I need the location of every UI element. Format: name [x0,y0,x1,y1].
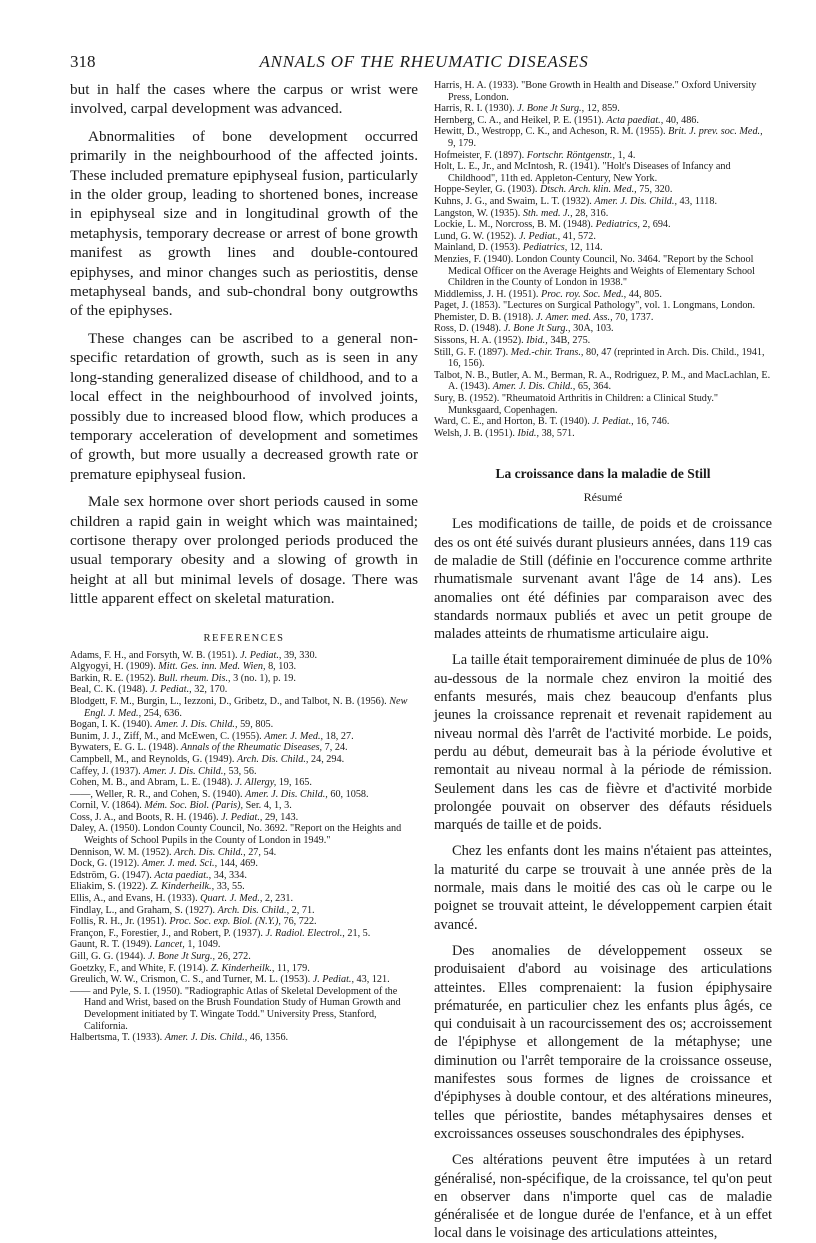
reference-authors: Gaunt, R. T. (1949). [70,939,152,951]
reference-item [434,150,772,162]
reference-authors: Menzies, F. (1940). London County Council, No. 3464. "Report by the School Medical Officer on the Average Heights and Weights of Elementary School Children in the County of London in 1938." [434,253,755,289]
reference-journal: Mém. Soc. Biol. (Paris), [144,800,244,812]
reference-item [434,219,772,231]
reference-list [434,80,772,439]
reference-authors: Eliakim, S. (1922). [70,881,148,893]
reference-item [70,719,418,731]
reference-item [434,323,772,335]
body-paragraph: These changes can be ascribed to a general non-specific retardation of growth, such as is seen in any long-standing generalized disease of childhood, and to a local effect in the neighbourhood of involved joints, possibly due to increased blood flow, which produces a temporary acceleration of development and sometimes of growth, but more usually a decreased growth rate or premature epiphyseal fusion. [70,329,418,483]
reference-volume: 53, 56. [228,765,257,777]
reference-journal: Z. Kinderheilk., [150,881,215,893]
reference-volume: 16, 746. [636,416,670,428]
reference-authors: ——, Weller, R. R., and Cohen, S. (1940). [70,788,243,800]
reference-volume: 254, 636. [143,707,182,719]
reference-authors: Lund, G. W. (1952). [434,230,517,242]
reference-item [434,347,772,370]
reference-authors: Cornil, V. (1864). [70,800,142,812]
reference-journal: Pediatrics, [595,219,640,231]
left-column [70,80,418,1044]
reference-volume: 39, 330. [283,649,318,661]
reference-journal: Mitt. Ges. inn. Med. Wien, [158,661,266,673]
french-summary [434,515,772,1242]
reference-volume: 38, 571. [541,427,575,439]
reference-item [70,673,418,685]
reference-authors: Bywaters, E. G. L. (1948). [70,742,179,754]
reference-item [70,928,418,940]
reference-journal: Ibid., [517,427,540,439]
summary-paragraph: Chez les enfants dont les mains n'étaient pas atteintes, la maturité du carpe se trouvait à une année près de la normale, mais dans le moitié des cas où le carpe ou le poignet se trouvait atteint, le développement carpien était avancé. [434,843,772,933]
reference-journal: J. Bone Jt Surg., [503,323,571,335]
reference-authors: Hernberg, C. A., and Heikel, P. E. (1951). [434,114,604,126]
reference-journal: Arch. Dis. Child., [174,846,246,858]
reference-item [70,742,418,754]
reference-journal: J. Pediat., [312,974,354,986]
reference-authors: Kuhns, J. G., and Swaim, L. T. (1932). [434,195,592,207]
reference-volume: 65, 364. [577,381,612,393]
reference-journal: Arch. Dis. Child., [217,904,290,916]
reference-journal: J. Pediat., [240,649,282,661]
reference-item [70,881,418,893]
reference-item [434,126,772,149]
reference-volume: 44, 805. [628,288,662,300]
reference-authors: Harris, H. A. (1933). "Bone Growth in Health and Disease." Oxford University Press, London. [434,80,757,103]
reference-authors: Lockie, L. M., Norcross, B. M. (1948). [434,219,594,231]
reference-item [70,789,418,801]
reference-item [434,254,772,289]
reference-journal: Brit. J. prev. soc. Med., [668,126,763,138]
reference-item [70,939,418,951]
reference-volume: 43, 1118. [679,195,717,207]
reference-authors: Talbot, N. B., Butler, A. M., Berman, R. A., Rodriguez, P. M., and MacLachlan, E. A. (1943). [434,369,771,393]
reference-item [70,650,418,662]
reference-journal: J. Bone Jt Surg., [517,103,585,115]
reference-authors: Daley, A. (1950). London County Council, No. 3692. "Report on the Heights and Weights of School Pupils in the County of London in 1949." [70,823,402,847]
reference-item [434,115,772,127]
reference-volume: 29, 143. [265,811,299,823]
reference-journal: J. Radiol. Electrol., [265,927,345,939]
reference-item [70,731,418,743]
reference-volume: 7, 24. [324,742,348,754]
reference-journal: J. Pediat., [150,684,192,696]
reference-journal: J. Allergy, [235,777,277,789]
references-heading: REFERENCES [203,632,285,644]
reference-authors: Hoppe-Seyler, G. (1903). [434,184,538,196]
reference-journal: Pediatrics, [522,242,568,254]
reference-item [70,963,418,975]
reference-volume: 30A, 103. [573,323,614,335]
reference-journal: J. Pediat., [221,811,263,823]
reference-authors: Goetzky, F., and White, F. (1914). [70,962,209,974]
reference-journal: J. Bone Jt Surg., [148,951,216,962]
reference-item [70,893,418,905]
reference-item [434,335,772,347]
reference-authors: Bogan, I. K. (1940). [70,719,153,731]
reference-journal: Ibid., [526,335,548,347]
reference-journal: Amer. J. Dis. Child., [154,719,238,731]
reference-item [434,242,772,254]
reference-volume: 1, 4. [617,149,636,161]
reference-item [434,370,772,393]
reference-journal: Bull. rheum. Dis., [158,672,231,684]
reference-journal: Amer. J. Dis. Child., [143,765,226,777]
reference-item [70,754,418,766]
reference-journal: Lancet, [154,939,185,951]
reference-item [434,161,772,184]
journal-title: ANNALS OF THE RHEUMATIC DISEASES [259,52,589,71]
reference-authors: Ross, D. (1948). [434,323,502,335]
reference-item [70,870,418,882]
reference-authors: Françon, F., Forestier, J., and Robert, P. (1937). [70,927,263,939]
reference-journal: Amer. J. Dis. Child., [164,1032,248,1044]
reference-volume: 18, 27. [325,730,354,742]
reference-authors: Dennison, W. M. (1952). [70,846,172,858]
reference-authors: Barkin, R. E. (1952). [70,672,156,684]
reference-journal: Proc. roy. Soc. Med., [540,288,627,300]
reference-journal: Z. Kinderheilk., [210,962,275,974]
reference-journal: Proc. Soc. exp. Biol. (N.Y.), [169,916,281,928]
reference-volume: 9, 179. [448,137,477,149]
reference-authors: Holt, L. E., Jr., and McIntosh, R. (1941). "Holt's Diseases of Infancy and Childhood", 11th ed. Appleton-Century, New York. [434,161,731,184]
body-paragraph: Abnormalities of bone development occurred primarily in the neighbourhood of the affected joints. These included premature epiphyseal fusion, particularly in the older group, leading to shortened bones, increase in epiphyseal size and in longitudinal growth of the metaphysis, temporary decrease or arrest of bone growth manifest as growth lines and double-contoured epiphyses, and minor changes such as periostitis, dense metaphyseal bands, and sub-chondral bony outgrowths of the epiphyses. [70,127,418,320]
reference-authors: Follis, R. H., Jr. (1951). [70,916,167,928]
reference-authors: Middlemiss, J. H. (1951). [434,288,539,300]
reference-volume: 59, 805. [240,719,274,731]
reference-journal: Arch. Dis. Child., [236,753,309,765]
reference-authors: Beal, C. K. (1948). [70,684,148,696]
reference-item [70,905,418,917]
reference-authors: Gill, G. G. (1944). [70,951,146,962]
reference-authors: Sury, B. (1952). "Rheumatoid Arthritis in Children: a Clinical Study." Munksgaard, Copenhagen. [434,393,719,416]
reference-authors: Hewitt, D., Westropp, C. K., and Acheson, R. M. (1955). [434,126,666,138]
summary-paragraph: Les modifications de taille, de poids et de croissance des os ont été suivés durant plusieurs années, dans 119 cas de maladie de Still (définie en l'occurence comme arthrite rhumatismale survenant avant l'âge de 14 ans). Les anomalies ont été définies par comparaison avec des standards normaux publiés et avec un petit groupe de malades atteints de rhumatisme articulaire aigu. [434,516,772,643]
reference-item [70,916,418,928]
reference-volume: 70, 1737. [615,311,654,323]
reference-item [70,858,418,870]
reference-item [70,823,418,846]
reference-item [434,300,772,312]
reference-item [434,103,772,115]
reference-authors: Ellis, A., and Evans, H. (1933). [70,893,198,905]
reference-volume: 2, 231. [264,893,293,905]
body-text [70,80,418,609]
reference-item [434,428,772,440]
reference-item [70,777,418,789]
reference-volume: 34B, 275. [550,335,591,347]
reference-authors: Adams, F. H., and Forsyth, W. B. (1951). [70,649,238,661]
reference-item [434,416,772,428]
reference-item [434,312,772,324]
reference-volume: 12, 114. [569,242,603,254]
reference-item [70,974,418,986]
reference-volume: 34, 334. [213,869,247,881]
reference-authors: Cohen, M. B., and Abram, L. E. (1948). [70,777,233,789]
summary-paragraph: Des anomalies de développement osseux se produisaient d'abord au voisinage des articulations atteintes. Elles comprenaient: la fusion épiphysaire prématurée, en particulier chez les enfants plus âgés, ce qui conduisait à un racourcissement des os; accroissement de l'épiphyse et allongement de la métaphyse; une diminution ou l'arrêt temporaire de la croissance osseuse, manifestes sous formes de lignes de croissance et d'épiphyses à double contour, et des altérations mineures, telles que périostite, bandes métaphysaires denses et excroissances osseuses souschondrales des épiphyses. [434,942,772,1142]
page-header [70,52,738,82]
reference-journal: J. Amer. med. Ass., [536,311,613,323]
reference-volume: 43, 121. [356,974,390,986]
reference-item [434,208,772,220]
reference-item [70,661,418,673]
reference-authors: Harris, R. I. (1930). [434,103,515,115]
reference-journal: Amer. J. Dis. Child., [492,381,576,393]
reference-journal: Annals of the Rheumatic Diseases, [180,742,323,754]
summary-paragraph: Ces altérations peuvent être imputées à un retard généralisé, non-spécifique, de la croissance, tel qu'on peut en observer dans n'importe quel cas de maladie généralisée et de longue durée de l'enfance, et à un effet local dans le voisinage des articulations atteintes, [434,1152,772,1242]
reference-volume: 19, 165. [278,777,312,789]
reference-journal: Amer. J. med. Sci., [141,858,218,870]
reference-item [70,766,418,778]
section-subtitle: Résumé [583,490,623,505]
reference-item [70,800,418,812]
reference-volume: 28, 316. [575,207,609,219]
reference-volume: 8, 103. [268,661,297,673]
reference-item [70,812,418,824]
reference-volume: 12, 859. [586,103,620,115]
reference-item [434,231,772,243]
reference-item [434,393,772,416]
reference-volume: 2, 694. [642,219,671,231]
reference-volume: 26, 272. [217,951,251,962]
reference-volume: 3 (no. 1), p. 19. [233,672,296,684]
reference-authors: Greulich, W. W., Crismon, C. S., and Turner, M. L. (1953). [70,974,311,986]
reference-journal: Amer. J. Dis. Child., [594,195,677,207]
reference-volume: 60, 1058. [330,788,369,800]
reference-authors: Still, G. F. (1897). [434,346,509,358]
reference-authors: Sissons, H. A. (1952). [434,335,524,347]
reference-item [70,986,418,1032]
reference-journal: J. Pediat., [592,416,634,428]
right-column [434,80,772,1243]
reference-authors: Mainland, D. (1953). [434,242,521,254]
reference-volume: 24, 294. [311,753,345,765]
reference-authors: Phemister, D. B. (1918). [434,311,534,323]
reference-item [434,80,772,103]
reference-journal: Amer. J. Dis. Child., [245,788,328,800]
reference-authors: Dock, G. (1912). [70,858,140,870]
reference-journal: Fortschr. Röntgenstr., [526,149,616,161]
reference-volume: 33, 55. [216,881,245,893]
reference-volume: Ser. 4, 1, 3. [245,800,292,812]
page-number: 318 [70,52,96,71]
reference-authors: Langston, W. (1935). [434,207,521,219]
reference-volume: 46, 1356. [249,1032,289,1044]
summary-paragraph: La taille était temporairement diminuée de plus de 10% au-dessous de la normale chez environ la moitié des enfants mesurés, mais chez beaucoup d'enfants plus jeunes la croissance reprenait et revenait rapidement au niveau normal dès l'arrêt de l'activité morbide. Le poids, perdu au début, demeurait bas à la période évolutive et remontait au niveau normal à la période de rémission. Seulement dans les cas de fièvre et d'activité morbide prolongée pouvait on observer des défauts résiduels marqués de taille et de poids. [434,652,772,834]
reference-item [70,951,418,963]
reference-volume: 27, 54. [248,846,277,858]
reference-authors: Blodgett, F. M., Burgin, L., Iezzoni, D., Gribetz, D., and Talbot, N. B. (1956). [70,695,387,707]
reference-item [434,289,772,301]
reference-item [70,1032,418,1044]
reference-authors: Ward, C. E., and Horton, B. T. (1940). [434,416,590,428]
reference-item [70,696,418,719]
reference-volume: 76, 722. [283,916,317,928]
reference-item [70,684,418,696]
reference-authors: Algyogyi, H. (1909). [70,661,156,673]
reference-volume: 80, 47 (reprinted in Arch. Dis. Child., 1941, 16, 156). [448,346,765,370]
reference-journal: New Engl. J. Med., [84,695,408,719]
reference-authors: Bunim, J. J., Ziff, M., and McEwen, C. (1955). [70,730,262,742]
reference-journal: Amer. J. Med., [264,730,324,742]
reference-journal: Med.-chir. Trans., [510,346,584,358]
reference-authors: Halbertsma, T. (1933). [70,1032,163,1044]
reference-journal: Sth. med. J., [522,207,573,219]
reference-volume: 32, 170. [194,684,228,696]
reference-authors: Findlay, L., and Graham, S. (1927). [70,904,216,916]
reference-list [70,650,418,1044]
reference-authors: Hofmeister, F. (1897). [434,149,525,161]
body-paragraph: but in half the cases where the carpus or wrist were involved, carpal development was advanced. [70,81,418,118]
reference-volume: 75, 320. [639,184,673,196]
reference-item [434,184,772,196]
reference-journal: J. Pediat., [518,230,561,242]
reference-volume: 41, 572. [562,230,596,242]
reference-volume: 144, 469. [219,858,258,870]
reference-authors: —— and Pyle, S. I. (1950). "Radiographic Atlas of Skeletal Development of the Hand and Wrist, based on the Brush Foundation Study of Human Growth and Development initiated by T. Wingate Todd." University Press, Stanford, California. [70,985,401,1032]
reference-journal: Quart. J. Med., [200,893,263,905]
reference-volume: 1, 1049. [187,939,221,951]
body-paragraph: Male sex hormone over short periods caused in some children a rapid gain in weight which was maintained; cortisone therapy over prolonged periods produced the usual temporary obesity and a slowing of growth in height at all but minimal levels of dosage. There was little apparent effect on skeletal maturation. [70,493,418,608]
reference-volume: 21, 5. [347,927,371,939]
reference-journal: Acta paediat., [154,869,212,881]
reference-authors: Caffey, J. (1937). [70,765,141,777]
reference-authors: Welsh, J. B. (1951). [434,427,515,439]
reference-authors: Edström, G. (1947). [70,869,152,881]
section-title: La croissance dans la maladie de Still [495,466,711,482]
reference-volume: 11, 179. [277,962,310,974]
reference-journal: Dtsch. Arch. klin. Med., [539,184,637,196]
reference-volume: 2, 71. [291,904,315,916]
reference-authors: Coss, J. A., and Boots, R. H. (1946). [70,811,219,823]
reference-item [70,847,418,859]
reference-item [434,196,772,208]
reference-volume: 40, 486. [665,114,699,126]
reference-authors: Campbell, M., and Reynolds, G. (1949). [70,753,235,765]
reference-authors: Paget, J. (1853). "Lectures on Surgical Pathology", vol. 1. Longmans, London. [434,300,756,312]
reference-journal: Acta paediat., [606,114,664,126]
